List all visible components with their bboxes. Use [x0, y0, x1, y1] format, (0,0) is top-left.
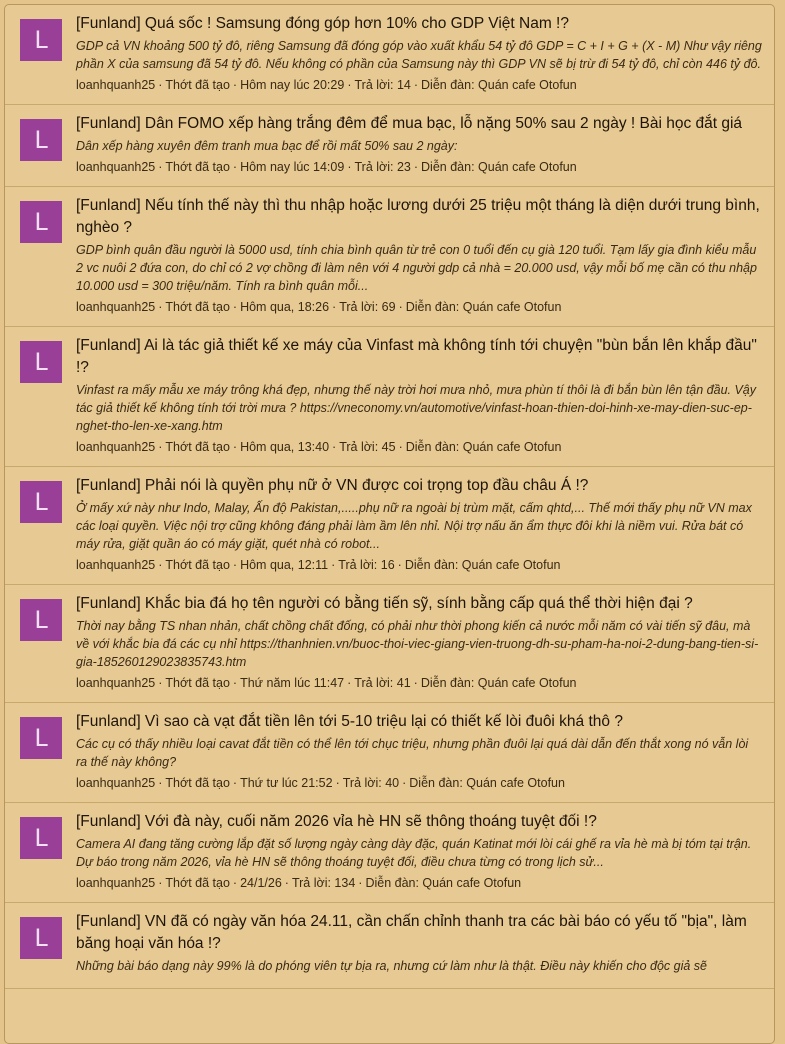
thread-snippet: Vinfast ra mấy mẫu xe máy trông khá đẹp, nhưng thế này trời hơi mưa nhỏ, mưa phùn tí thôi là đi bắn bùn lên tận đầu. Vậy tác giả thiết kế không tính tới trời mưa ? https://vneconomy.vn/automotive/vinfast-hoan-thien-doi-hinh-xe-may-dien-suc-ep-nghet-tho-len-xe-xang.htm — [76, 383, 757, 433]
separator: · — [232, 440, 238, 454]
thread-author[interactable]: loanhquanh25 — [76, 676, 156, 690]
thread-title[interactable]: [Funland] VN đã có ngày văn hóa 24.11, cần chấn chỉnh thanh tra các bài báo có yếu tố "bịa", làm băng hoại văn hóa !? — [76, 913, 747, 952]
thread-content — [76, 13, 762, 94]
separator: · — [284, 876, 289, 890]
separator: · — [158, 876, 163, 890]
thread-title[interactable]: [Funland] Nếu tính thế này thì thu nhập hoặc lương dưới 25 triệu một tháng là diện dưới trung bình, nghèo ? — [76, 197, 760, 236]
thread-replies: Trả lời: 14 — [354, 78, 411, 92]
avatar[interactable]: L — [20, 119, 62, 161]
thread-forum[interactable]: Diễn đàn: Quán cafe Otofun — [404, 558, 561, 572]
separator: · — [347, 676, 352, 690]
separator: · — [413, 78, 419, 92]
thread-content — [76, 811, 762, 892]
avatar[interactable]: L — [20, 481, 62, 523]
thread-time: Hôm nay lúc 20:29 — [240, 78, 345, 92]
separator: · — [332, 300, 337, 314]
thread-role: Thớt đã tạo — [165, 676, 230, 690]
thread-list — [4, 4, 775, 1044]
thread-author[interactable]: loanhquanh25 — [76, 440, 156, 454]
thread-time: Hôm qua, 12:11 — [240, 558, 329, 572]
separator: · — [232, 558, 238, 572]
thread-time: Thứ tư lúc 21:52 — [240, 776, 333, 790]
thread-content — [76, 711, 762, 792]
thread-author[interactable]: loanhquanh25 — [76, 78, 156, 92]
thread-time: 24/1/26 — [240, 876, 282, 890]
separator: · — [347, 78, 352, 92]
thread-time: Thứ năm lúc 11:47 — [240, 676, 345, 690]
avatar[interactable]: L — [20, 599, 62, 641]
thread-author[interactable]: loanhquanh25 — [76, 876, 156, 890]
thread-replies: Trả lời: 134 — [291, 876, 356, 890]
separator: · — [158, 676, 163, 690]
thread-content — [76, 475, 762, 574]
separator: · — [158, 78, 163, 92]
thread-author[interactable]: loanhquanh25 — [76, 558, 156, 572]
thread-title[interactable]: [Funland] Phải nói là quyền phụ nữ ở VN được coi trọng top đầu châu Á !? — [76, 477, 589, 494]
thread-snippet: Dân xếp hàng xuyên đêm tranh mua bạc để rồi mất 50% sau 2 ngày: — [76, 139, 458, 153]
thread-role: Thớt đã tạo — [165, 440, 230, 454]
separator: · — [158, 160, 163, 174]
thread-meta — [76, 76, 762, 94]
thread-forum[interactable]: Diễn đàn: Quán cafe Otofun — [421, 78, 577, 92]
separator: · — [158, 440, 163, 454]
thread-role: Thớt đã tạo — [165, 876, 230, 890]
thread-content — [76, 593, 762, 692]
thread-forum[interactable]: Diễn đàn: Quán cafe Otofun — [420, 676, 577, 690]
thread-meta — [76, 158, 762, 176]
thread-time: Hôm nay lúc 14:09 — [240, 160, 345, 174]
thread-role: Thớt đã tạo — [165, 78, 230, 92]
thread-title[interactable]: [Funland] Vì sao cà vạt đắt tiền lên tới 5-10 triệu lại có thiết kế lòi đuôi khá thô ? — [76, 713, 623, 730]
thread-forum[interactable]: Diễn đàn: Quán cafe Otofun — [405, 440, 562, 454]
thread-meta — [76, 298, 762, 316]
thread-time: Hôm qua, 18:26 — [240, 300, 330, 314]
separator: · — [232, 876, 238, 890]
thread-author[interactable]: loanhquanh25 — [76, 300, 156, 314]
separator: · — [232, 160, 238, 174]
separator: · — [398, 440, 403, 454]
separator: · — [158, 558, 163, 572]
separator: · — [358, 876, 363, 890]
separator: · — [335, 776, 340, 790]
thread-item — [5, 105, 774, 187]
separator: · — [413, 676, 418, 690]
separator: · — [347, 160, 352, 174]
avatar[interactable]: L — [20, 19, 62, 61]
thread-forum[interactable]: Diễn đàn: Quán cafe Otofun — [365, 876, 522, 890]
avatar[interactable]: L — [20, 817, 62, 859]
thread-replies: Trả lời: 40 — [342, 776, 400, 790]
thread-content — [76, 195, 762, 316]
thread-replies: Trả lời: 69 — [339, 300, 396, 314]
thread-title[interactable]: [Funland] Quá sốc ! Samsung đóng góp hơn 10% cho GDP Việt Nam !? — [76, 15, 569, 32]
thread-item — [5, 187, 774, 327]
thread-author[interactable]: loanhquanh25 — [76, 776, 156, 790]
thread-replies: Trả lời: 16 — [338, 558, 395, 572]
thread-snippet: Các cụ có thấy nhiều loại cavat đắt tiền có thể lên tới chục triệu, nhưng phần đuôi lại quá dài dẫn đến thắt xong nó vẫn lòi ra thế này không? — [76, 737, 749, 769]
thread-role: Thớt đã tạo — [165, 558, 230, 572]
thread-meta — [76, 556, 762, 574]
avatar[interactable]: L — [20, 341, 62, 383]
thread-time: Hôm qua, 13:40 — [240, 440, 330, 454]
separator: · — [232, 776, 238, 790]
avatar[interactable]: L — [20, 717, 62, 759]
thread-meta — [76, 874, 762, 892]
thread-replies: Trả lời: 41 — [354, 676, 411, 690]
thread-item — [5, 467, 774, 585]
thread-snippet: GDP bình quân đầu người là 5000 usd, tính chia bình quân từ trẻ con 0 tuổi đến cụ già 120 tuổi. Tạm lấy gia đình kiểu mẫu 2 vc nuôi 2 đứa con, do chỉ có 2 vợ chồng đi làm nên với 4 người gdp cả nhà = 20.000 usd, vậy mỗi bố mẹ cần có thu nhập 10.000 usd = 300 triệu/năm. Tính ra bình quân mỗi... — [76, 243, 757, 293]
avatar[interactable]: L — [20, 201, 62, 243]
thread-role: Thớt đã tạo — [165, 776, 230, 790]
thread-item — [5, 803, 774, 903]
thread-replies: Trả lời: 45 — [339, 440, 396, 454]
separator: · — [402, 776, 407, 790]
thread-meta — [76, 438, 762, 456]
thread-title[interactable]: [Funland] Với đà này, cuối năm 2026 vỉa hè HN sẽ thông thoáng tuyệt đối !? — [76, 813, 597, 830]
thread-snippet: Thời nay bằng TS nhan nhản, chất chồng chất đống, có phải như thời phong kiến cả nước mỗi năm có vài tiến sỹ đâu, mà về với khắc bia đá các cụ nhỉ https://thanhnien.vn/buoc-thoi-viec-giang-vien-truong-dh-su-pham-ha-noi-2-dung-bang-tien-si-gia-185260129023835743.htm — [76, 619, 759, 669]
separator: · — [158, 300, 163, 314]
thread-content — [76, 335, 762, 456]
separator: · — [398, 300, 403, 314]
thread-item — [5, 585, 774, 703]
separator: · — [158, 776, 163, 790]
thread-replies: Trả lời: 23 — [354, 160, 411, 174]
thread-snippet: Camera AI đang tăng cường lắp đặt số lượng ngày càng dày đặc, quán Katinat mới lòi cái ghế ra vỉa hè mà bị tóm tại trận. Dự báo trong năm 2026, vỉa hè HN sẽ thông thoáng tuyệt đối, điều chưa từng có trong lịch sử... — [76, 837, 752, 869]
thread-meta — [76, 674, 762, 692]
separator: · — [397, 558, 402, 572]
thread-title[interactable]: [Funland] Ai là tác giả thiết kế xe máy của Vinfast mà không tính tới chuyện "bùn bắn lên khắp đầu" !? — [76, 337, 757, 376]
thread-meta — [76, 774, 762, 792]
thread-item — [5, 903, 774, 989]
thread-item — [5, 5, 774, 105]
thread-forum[interactable]: Diễn đàn: Quán cafe Otofun — [405, 300, 562, 314]
thread-title[interactable]: [Funland] Dân FOMO xếp hàng trắng đêm để mua bạc, lỗ nặng 50% sau 2 ngày ! Bài học đắt giá — [76, 115, 743, 132]
thread-item — [5, 327, 774, 467]
separator: · — [232, 300, 238, 314]
separator: · — [331, 558, 336, 572]
thread-role: Thớt đã tạo — [165, 300, 230, 314]
separator: · — [332, 440, 337, 454]
thread-content — [76, 113, 762, 176]
thread-snippet: Ở mấy xứ này như Indo, Malay, Ấn độ Pakistan,.....phụ nữ ra ngoài bị trùm mặt, cấm qhtd,... Thế mới thấy phụ nữ VN max các loại quyền. Việc nội trợ cũng không đáng phải làm ầm lên nhỉ. Nội trợ nấu ăn ẩm thực đôi khi là niềm vui. Rửa bát có máy rửa, giặt quần áo có máy giặt, quét nhà có robot... — [76, 501, 752, 551]
thread-title[interactable]: [Funland] Khắc bia đá họ tên người có bằng tiến sỹ, sính bằng cấp quá thể thời hiện đại ? — [76, 595, 693, 612]
thread-snippet: Những bài báo dạng này 99% là do phóng viên tự bịa ra, nhưng cứ làm như là thật. Điều này khiến cho độc giả sẽ — [76, 959, 707, 973]
thread-item — [5, 703, 774, 803]
thread-snippet: GDP cả VN khoảng 500 tỷ đô, riêng Samsung đã đóng góp vào xuất khẩu 54 tỷ đô GDP = C + I + G + (X - M) Như vậy riêng phần X của samsung đã 54 tỷ đô. Nếu không có phần của Samsung này thì GDP VN sẽ bị trừ đi 54 tỷ đô, chỉ còn 446 tỷ đô. — [76, 39, 762, 71]
separator: · — [413, 160, 419, 174]
thread-role: Thớt đã tạo — [165, 160, 230, 174]
avatar[interactable]: L — [20, 917, 62, 959]
thread-content — [76, 911, 762, 978]
thread-forum[interactable]: Diễn đàn: Quán cafe Otofun — [409, 776, 565, 790]
separator: · — [232, 78, 238, 92]
thread-author[interactable]: loanhquanh25 — [76, 160, 156, 174]
thread-forum[interactable]: Diễn đàn: Quán cafe Otofun — [421, 160, 577, 174]
separator: · — [232, 676, 238, 690]
